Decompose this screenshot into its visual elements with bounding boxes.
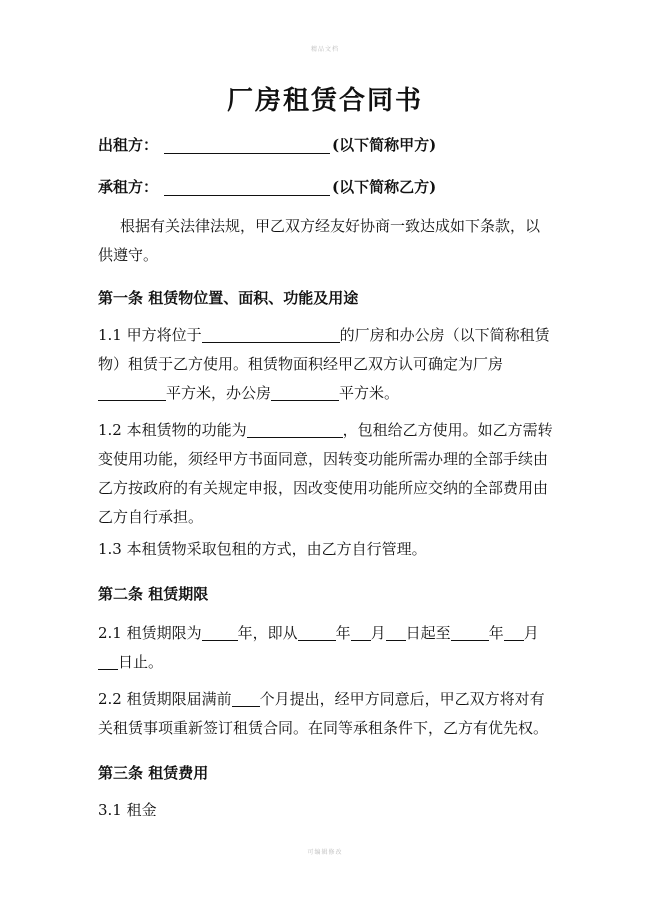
clause-2-1-part-b: 年，即从 [237,624,298,642]
page-header-watermark: 精品文档 [310,46,339,53]
end-year-blank [451,626,489,641]
clause-2-1-part-d: 月 [370,624,386,642]
clause-1-1-part-a: 1.1 甲方将位于 [98,326,202,344]
lessee-label: 承租方： [98,178,159,196]
lessee-line [98,176,436,197]
clause-1-1-part-c: 平方米，办公房 [166,384,272,402]
clause-2-1-part-c: 年 [335,624,351,642]
start-month-blank [351,626,371,641]
office-area-blank [271,386,339,401]
lessee-suffix: (以下简称乙方) [332,178,437,196]
clause-2-1 [98,619,553,677]
clause-2-1-part-g: 月 [523,624,539,642]
clause-1-2 [98,416,553,532]
notice-months-blank [232,692,260,707]
end-day-blank [98,655,118,670]
clause-1-1-part-b: 的厂房和办公房（以下简称租赁物）租赁于乙方使用。租赁物面积经甲乙双方认可确定为厂房 [98,326,550,373]
preamble: 根据有关法律法规，甲乙双方经友好协商一致达成如下条款，以供遵守。 [98,217,541,264]
lessor-label: 出租方： [98,136,159,154]
clause-2-1-part-f: 年 [488,624,504,642]
end-month-blank [504,626,524,641]
article3-heading: 第三条 租赁费用 [98,764,209,782]
clause-2-2 [98,685,553,743]
clause-1-2-part-a: 1.2 本租赁物的功能为 [98,421,247,439]
lessee-blank [164,179,330,196]
clause-2-2-part-a: 2.2 租赁期限届满前 [98,690,232,708]
page-footer-watermark: 可编辑修改 [307,849,343,856]
clause-1-1-part-d: 平方米。 [339,384,400,402]
document-title: 厂房租赁合同书 [226,86,423,116]
clause-1-2-part-b: ，包租给乙方使用。如乙方需转变使用功能，须经甲方书面同意，因转变功能所需办理的全部手续由乙方按政府的有关规定申报，因改变使用功能所应交纳的全部费用由乙方自行承担。 [98,421,553,526]
term-years-blank [202,626,238,641]
start-day-blank [386,626,406,641]
lessor-line [98,134,436,155]
factory-area-blank [98,386,166,401]
article2-heading: 第二条 租赁期限 [98,585,209,603]
function-blank [247,423,343,438]
clause-2-2-part-b: 个月提出，经甲方同意后，甲乙双方将对有关租赁事项重新签订租赁合同。在同等承租条件下，乙方有优先权。 [98,690,549,737]
lessor-suffix: (以下简称甲方) [332,136,437,154]
clause-1-1 [98,321,553,408]
start-year-blank [298,626,336,641]
lessor-blank [164,137,330,154]
clause-2-1-part-e: 日起至 [405,624,451,642]
clause-1-3: 1.3 本租赁物采取包租的方式，由乙方自行管理。 [98,540,427,558]
article1-heading: 第一条 租赁物位置、面积、功能及用途 [98,289,359,307]
location-blank [202,328,340,343]
clause-2-1-part-h: 日止。 [118,653,164,671]
clause-2-1-part-a: 2.1 租赁期限为 [98,624,202,642]
clause-3-1: 3.1 租金 [98,801,157,819]
